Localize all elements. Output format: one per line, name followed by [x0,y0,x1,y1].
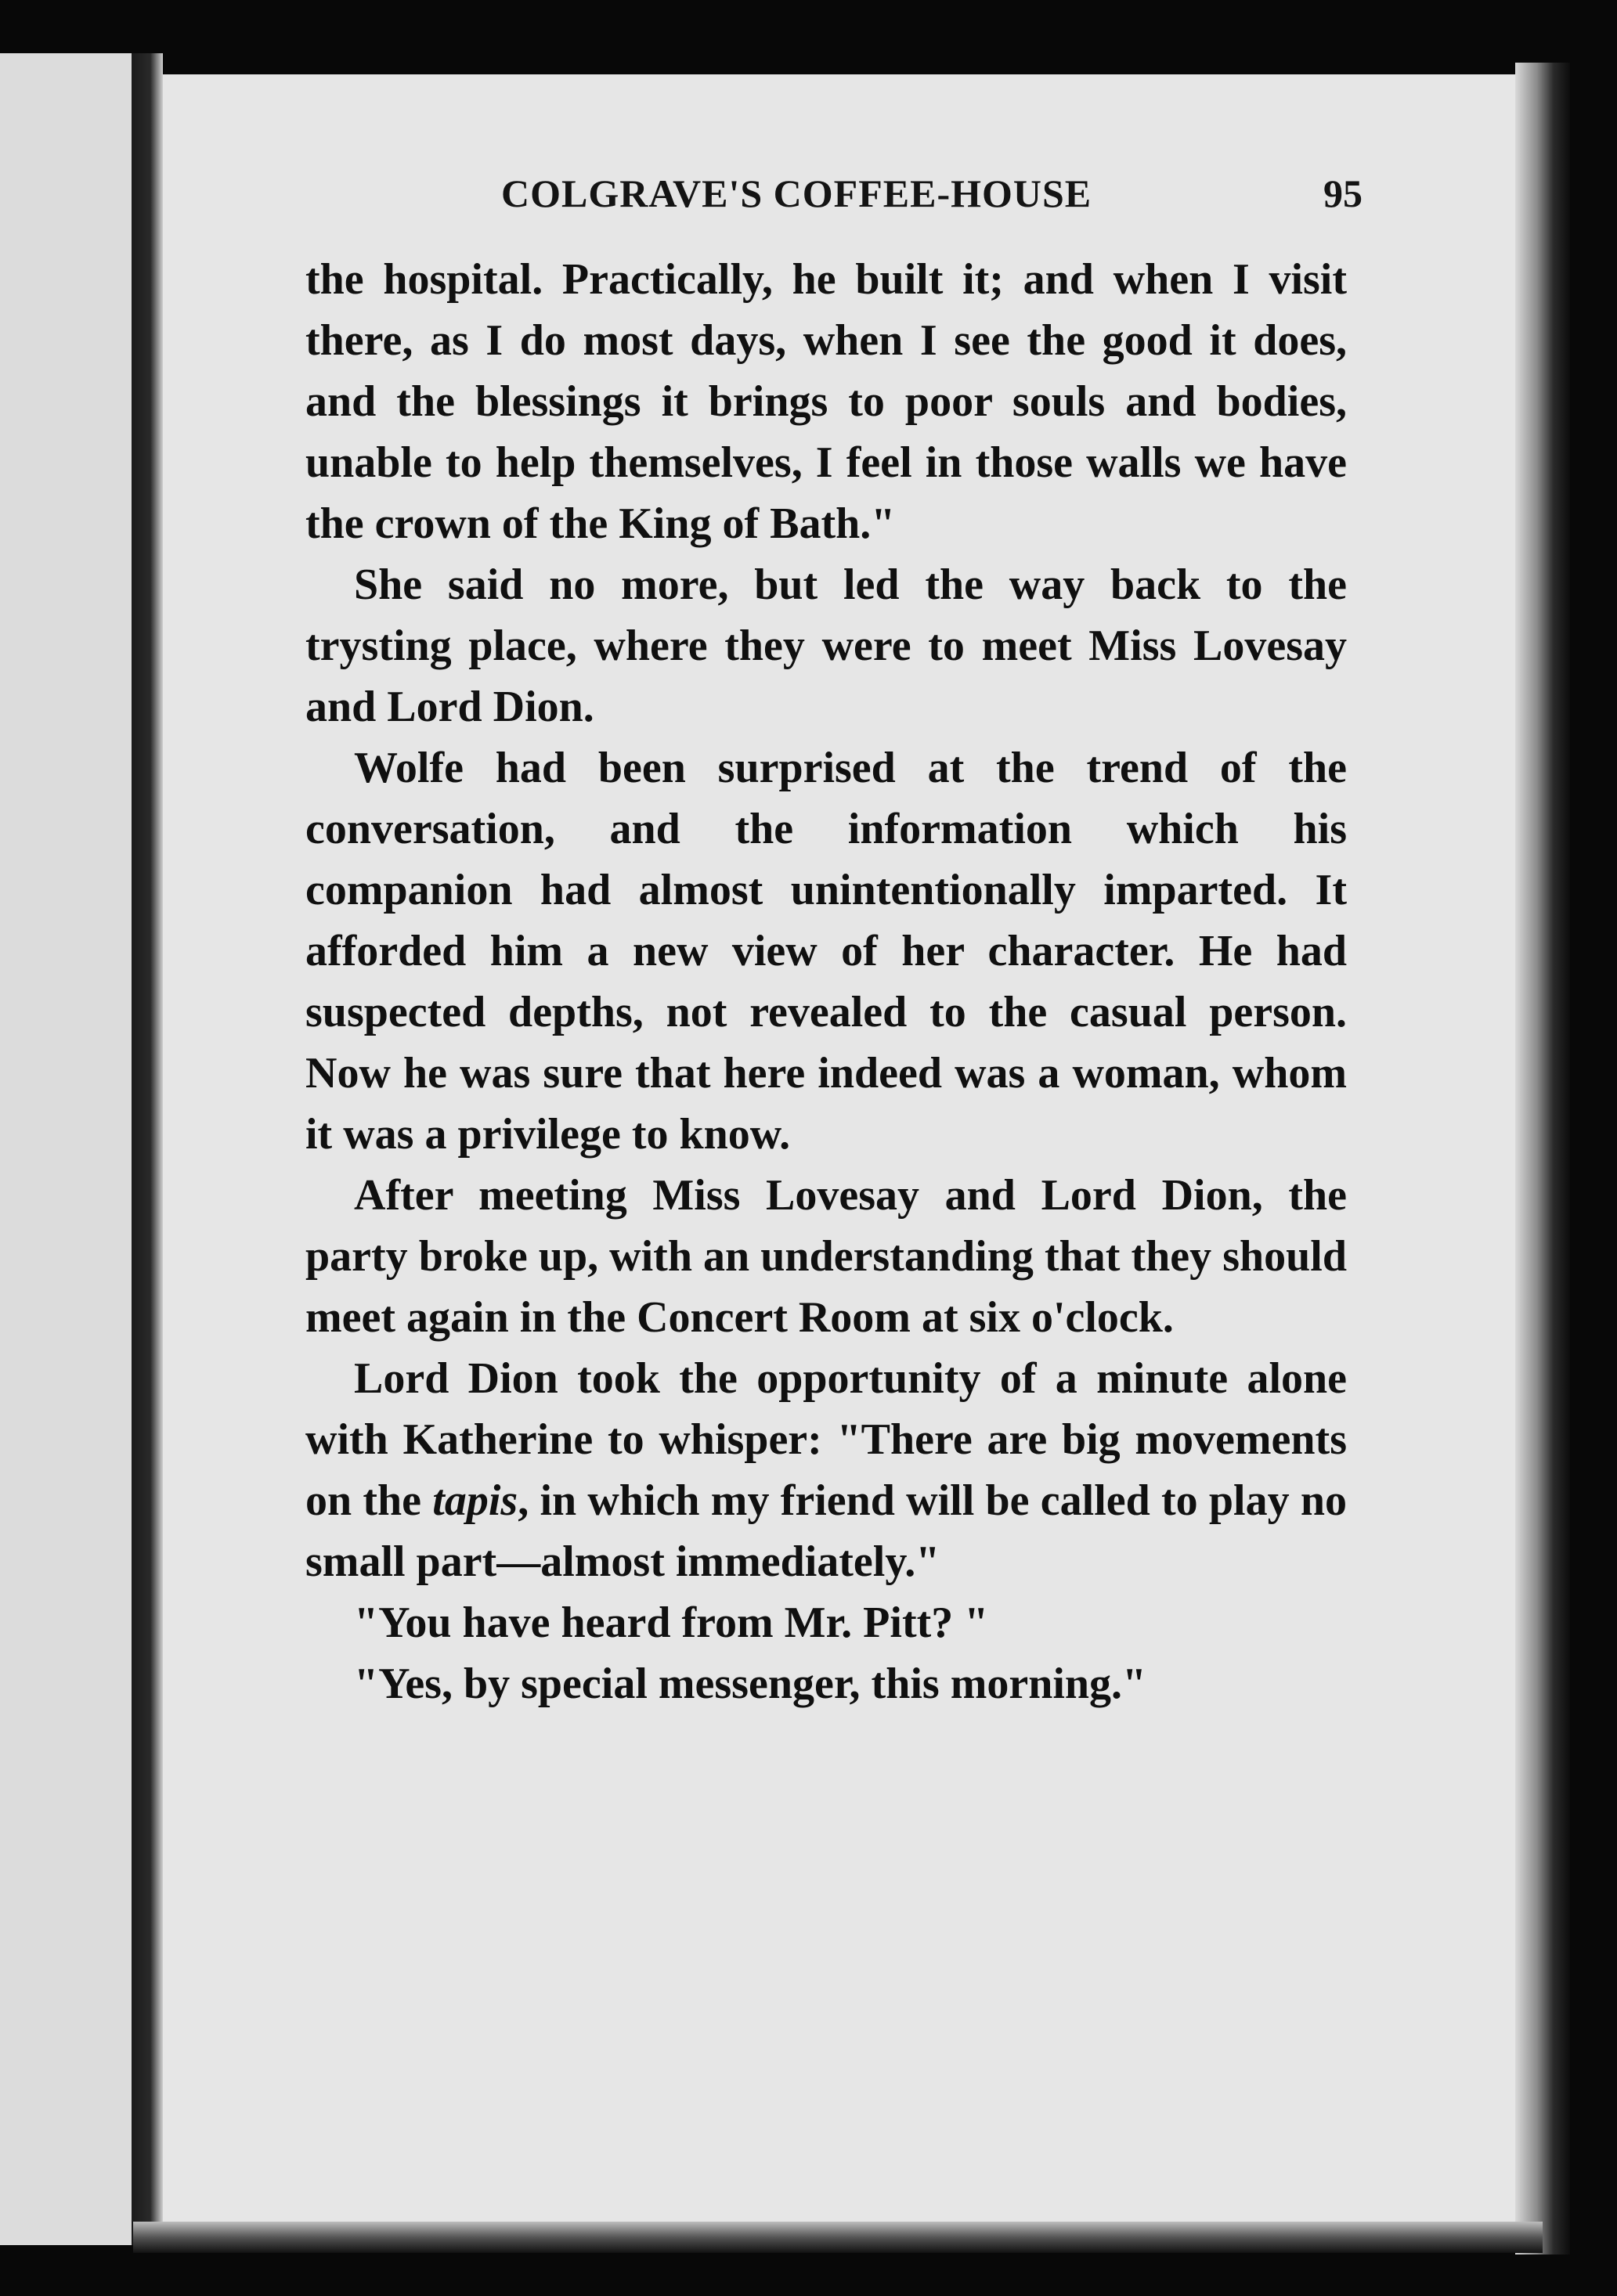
running-head [305,157,1363,227]
paragraph-5-text-after: , in which my friend will be called to play no small part—almost immediately." [305,1476,1347,1586]
page-number: 95 [1323,171,1363,215]
paragraph-2-text: She said no more, but led the way back to the trysting place, where they were to meet Miss Lovesay and Lord Dion. [305,560,1347,731]
paragraph-4 [305,1165,1347,1348]
paragraph-3 [305,737,1347,1165]
paragraph-4-text: After meeting Miss Lovesay and Lord Dion, the party broke up, with an understanding that they should meet again in the Concert Room at six o'clock. [305,1171,1347,1342]
facing-page-edge [0,53,139,2245]
gutter-shadow [132,53,163,2245]
paragraph-1 [305,249,1347,554]
paragraph-6 [305,1592,1347,1653]
paragraph-7 [305,1653,1347,1714]
paragraph-2 [305,554,1347,737]
paragraph-5 [305,1348,1347,1592]
page-body [305,249,1347,1714]
paragraph-5-text-before: Lord Dion took the opportunity of a minute alone with Katherine to whisper: "There are big movements on the [305,1354,1347,1525]
paragraph-1-text: the hospital. Practically, he built it; and when I visit there, as I do most days, when I see the good it does, and the blessings it brings to poor souls and bodies, unable to help themselves, I feel in those walls we have the crown of the King of Bath." [305,255,1347,548]
paragraph-3-text: Wolfe had been surprised at the trend of the conversation, and the information which his companion had almost unintentionally imparted. It afforded him a new view of her character. He had suspected depths, not revealed to the casual person. Now he was sure that here indeed was a woman, whom it was a privilege to know. [305,744,1347,1159]
page-edge-bottom [133,2222,1543,2253]
running-title: COLGRAVE'S COFFEE-HOUSE [501,171,1092,215]
paragraph-7-text: "Yes, by special messenger, this morning." [354,1660,1147,1708]
page-edge-right [1515,63,1570,2255]
paragraph-5-emphasis: tapis [432,1476,518,1525]
paragraph-6-text: "You have heard from Mr. Pitt? " [354,1599,989,1647]
